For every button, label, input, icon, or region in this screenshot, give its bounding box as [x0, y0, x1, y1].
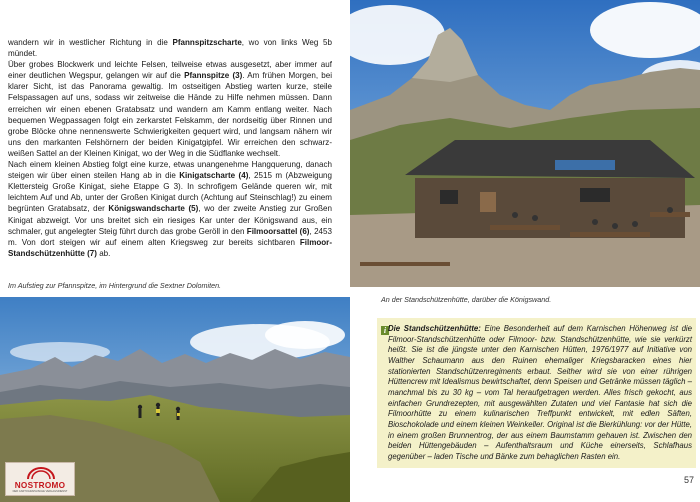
info-text — [388, 324, 692, 463]
photo-caption-left: Im Aufstieg zur Pfannspitze, im Hintergrund die Sextner Dolomiten. — [8, 281, 222, 290]
place-name: Kinigatscharte (4) — [179, 171, 249, 181]
text-run: , wo von links Weg 5b mündet. — [8, 38, 332, 59]
place-name: Filmoorsattel (6) — [246, 226, 310, 236]
logo-subtitle: DER CARTOGRAPHISCHE VERLAGSDIENST — [12, 490, 68, 493]
info-box — [377, 318, 696, 468]
page-number: 57 — [683, 475, 694, 485]
hut-photo — [350, 0, 700, 287]
photo-caption-right: An der Standschützenhütte, darüber die Königswand. — [381, 295, 552, 304]
info-title: Die Standschützenhütte: — [388, 324, 481, 333]
place-name: Filmoor-Standschützenhütte (7) — [8, 237, 332, 258]
info-body: Eine Besonderheit auf dem Karnischen Höhenweg ist die Filmoor-Standschützenhütte oder Filmoor- bzw. Standschützenhütte, wie sie verkürzt heißt. Sie ist die jüngste unter den Karnischen Hütten, 1976/1977 auf Initiative von Walther Schaumann aus den Ruinen ehemaliger Kriegsbaracken eines hier stationierten Standschützenregiments erbaut. Seither wird sie von einer rührigen Hüttencrew mit Idealismus bewirtschaftet, denn Speisen und Getränke müssen täglich – manchmal bis zu 30 kg – vom Tal heraufgetragen werden. Alles frisch gekocht, aus einfachen Grundrezepten, mit ausgewählten Zutaten und viel Fantasie hat sich die Filmoorhütte zu einem kulinarischen Treffpunkt entwickelt, mit edlen Säften, Bioschokolade und einem kleinen Weinkeller. Original ist die Bierkühlung: vor der Hütte, in einem großen Brunnentrog, der aus einem Baumstamm gehauen ist. Zwischen den beiden Hüttengebäuden – Aufenthaltsraum und Küche einerseits, Schlafhaus gegenüber – laden Tische und Bänke zum behaglichen Rasten ein. — [388, 324, 692, 461]
info-icon: i — [381, 326, 389, 335]
logo-wordmark: NOSTROMO — [14, 481, 66, 490]
text-run: , 2453 m. Von dort steigen wir auf einem alten Kriegsweg zur bereits sichtbaren — [8, 226, 332, 247]
publisher-logo — [5, 462, 75, 496]
body-text — [8, 37, 332, 259]
place-name: Königswandscharte (5) — [108, 204, 199, 214]
text-run: ab. — [96, 248, 111, 258]
place-name: Pfannspitze (3) — [184, 71, 243, 81]
text-run: Über grobes Blockwerk und leichte Felsen, teilweise etwas ausgesetzt, aber immer auf einer deutlichen Wegspur, gelangen wir auf die — [8, 60, 332, 81]
text-run: , wo der zweite Anstieg zur Großen Kinigat abzweigt. Vor uns breitet sich ein riesiges Kar unter der Königswand aus, ein schmaler, gut angelegter Steig führt durch das grobe Geröll in den — [8, 204, 332, 236]
text-run: Nach einem kleinen Abstieg folgt eine kurze, etwas unangenehme Hangquerung, danach steigen wir über einen steilen Hang ab in die — [8, 160, 332, 181]
right-page — [350, 0, 700, 502]
text-run: wandern wir in westlicher Richtung in die — [8, 38, 173, 47]
place-name: Pfannspitzscharte — [172, 38, 242, 47]
text-run: . Am frühen Morgen, bei klarer Sicht, ist das Panorama gewaltig. Im ostseitigen Abstieg warten kurze, steile Felspassagen auf uns, sodass wir zeitweise die Hände zu Hilfe nehmen müssen. Dann erreichen wir einen ebenen Gratabsatz und wandern am Kamm entlang weiter. Nach bequemen Wegpassagen folgt ein zerkarstet Felskamm, der nordseitig über Rinnen und grobe Blöcke ohne nennenswerte Schwierigkeiten gequert wird, und langsam nähern wir uns den markanten Felshörnern der beiden Kinigatgipfel. Wir erreichen den schwarz-weißen Sattel an der Kleinen Kinigat, wo der Weg in die Südflanke wechselt. — [8, 71, 332, 158]
text-run: , 2515 m (Abzweigung Klettersteig Große Kinigat, siehe Etappe G 3). In schrofigem Gelände queren wir, mit leichtem Auf und Ab, unter der Großen Kinigat durch (Achtung auf Steinschlag!) zu einem begrünten Gratabsatz, der — [8, 171, 333, 214]
